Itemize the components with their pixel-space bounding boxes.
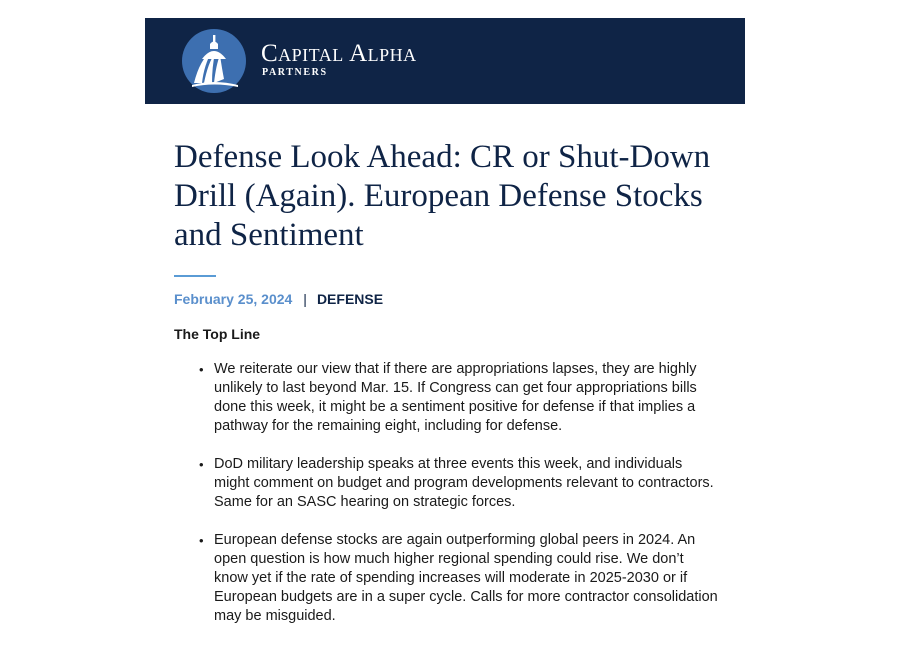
list-item (174, 531, 719, 626)
article-meta (174, 290, 383, 308)
top-line-list (174, 360, 719, 645)
capitol-dome-icon (182, 29, 246, 93)
bullet-icon: • (199, 362, 204, 377)
list-item (174, 455, 719, 512)
section-heading: The Top Line (174, 326, 261, 342)
accent-divider (174, 275, 216, 277)
brand-wordmark (261, 41, 417, 79)
article-title: Defense Look Ahead: CR or Shut-Down Drill (Again). European Defense Stocks and Sentiment (174, 139, 711, 253)
list-item-text: DoD military leadership speaks at three events this week, and individuals might comment on budget and program developments relevant to contractors. Same for an SASC hearing on strategic forces. (214, 456, 714, 510)
brand-subtitle: PARTNERS (262, 67, 328, 78)
header-banner (145, 18, 745, 104)
bullet-icon: • (199, 533, 204, 548)
brand-name: Capital Alpha (261, 40, 417, 67)
publish-date: February 25, 2024 (174, 291, 293, 307)
list-item (174, 360, 719, 436)
meta-separator: | (303, 291, 307, 307)
list-item-text: We reiterate our view that if there are appropriations lapses, they are highly unlikely to last beyond Mar. 15. If Congress can get four appropriations bills done this week, it might be a sentiment positive for defense if that implies a pathway for the remaining eight, including for defense. (214, 361, 697, 434)
list-item-text: European defense stocks are again outperforming global peers in 2024. An open question is how much higher regional spending could rise. We don’t know yet if the rate of spending increases will moderate in 2025-2030 or if European budgets are in a super cycle. Calls for more contractor consolidation may be misguided. (214, 532, 718, 624)
bullet-icon: • (199, 457, 204, 472)
category-tag[interactable]: DEFENSE (316, 291, 384, 307)
